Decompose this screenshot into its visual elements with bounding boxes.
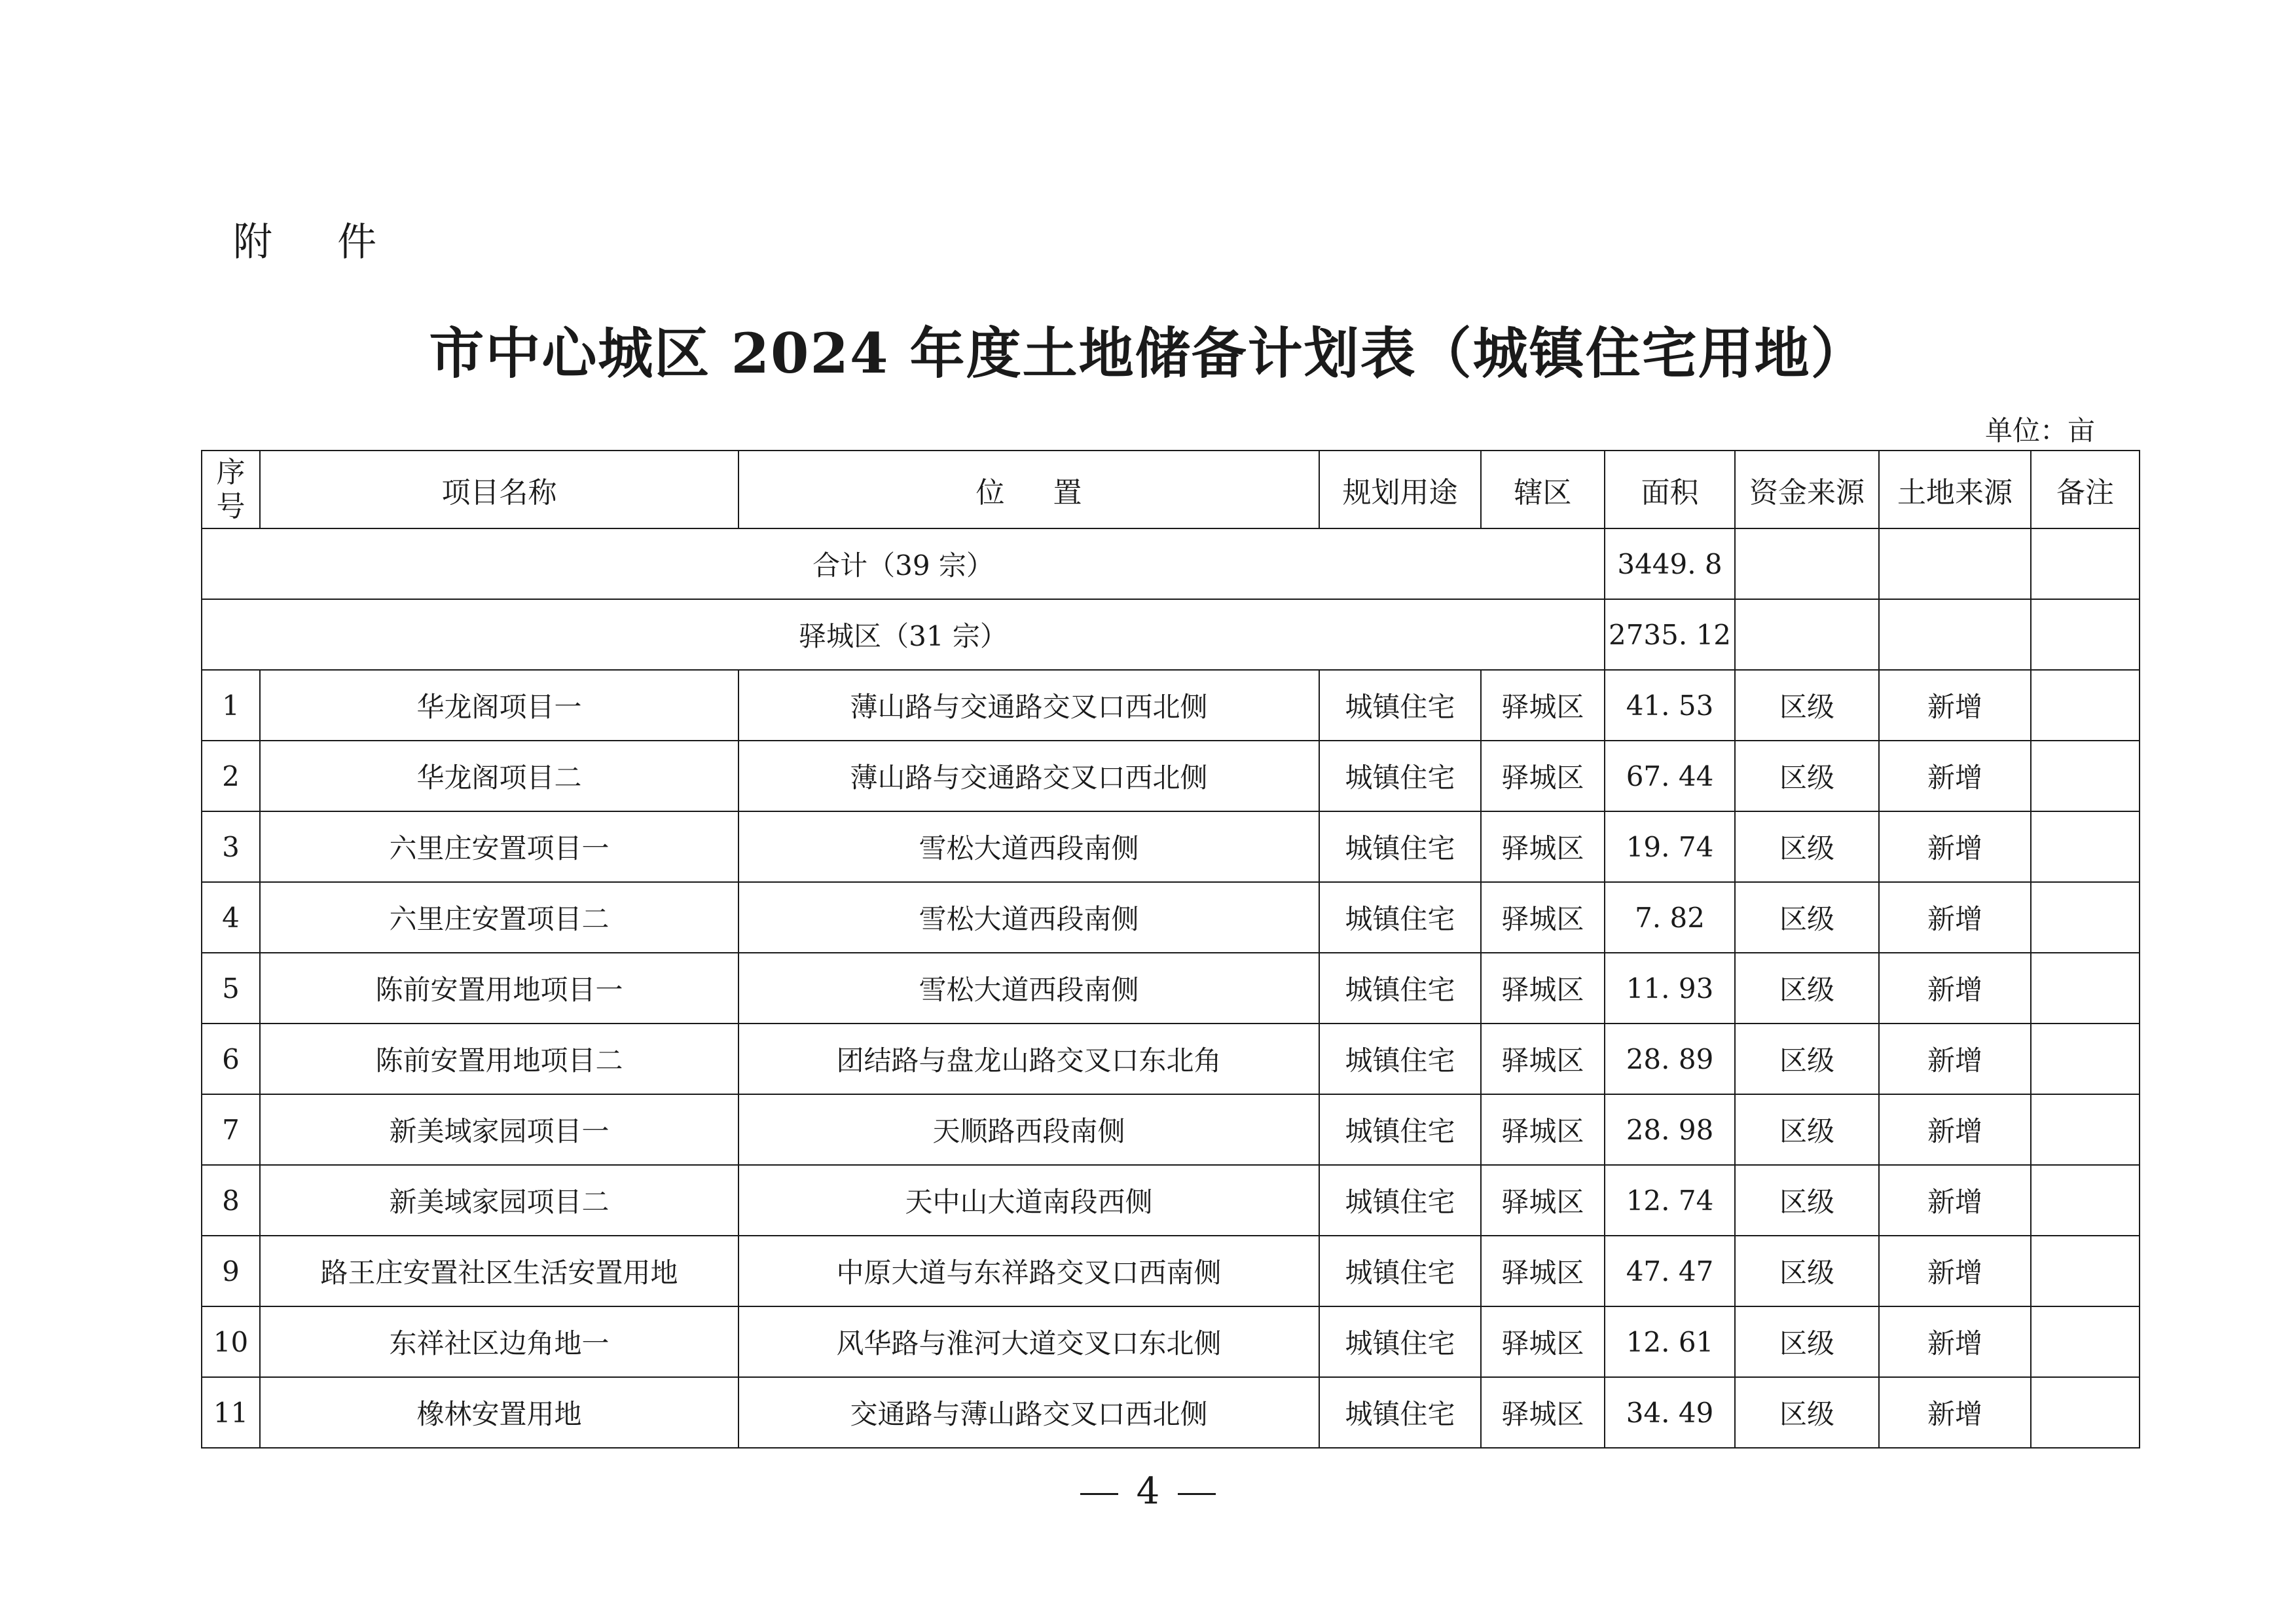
cell-district: 驿城区	[1481, 1236, 1605, 1306]
cell-seq: 8	[202, 1165, 260, 1236]
cell-fund-source: 区级	[1735, 1024, 1879, 1094]
table-row	[202, 741, 2140, 811]
cell-remarks	[2031, 1165, 2140, 1236]
table-row	[202, 1377, 2140, 1448]
cell-land-source: 新增	[1879, 741, 2031, 811]
table-row	[202, 1094, 2140, 1165]
cell-seq: 6	[202, 1024, 260, 1094]
cell-seq: 11	[202, 1377, 260, 1448]
cell-location: 天顺路西段南侧	[738, 1094, 1319, 1165]
cell-area: 28. 89	[1605, 1024, 1735, 1094]
cell-fund-source: 区级	[1735, 1094, 1879, 1165]
subtotal-land-source	[1879, 599, 2031, 670]
cell-area: 41. 53	[1605, 670, 1735, 741]
table-row	[202, 1306, 2140, 1377]
cell-usage: 城镇住宅	[1319, 1377, 1481, 1448]
cell-name: 橡林安置用地	[260, 1377, 738, 1448]
header-area: 面积	[1605, 451, 1735, 528]
cell-district: 驿城区	[1481, 1024, 1605, 1094]
header-location-label: 位 置	[975, 475, 1082, 509]
cell-name: 陈前安置用地项目一	[260, 953, 738, 1024]
cell-remarks	[2031, 882, 2140, 953]
cell-seq: 5	[202, 953, 260, 1024]
header-seq-label: 序号	[216, 455, 246, 523]
cell-area: 28. 98	[1605, 1094, 1735, 1165]
cell-fund-source: 区级	[1735, 670, 1879, 741]
cell-district: 驿城区	[1481, 811, 1605, 882]
cell-land-source: 新增	[1879, 1165, 2031, 1236]
cell-seq: 7	[202, 1094, 260, 1165]
cell-land-source: 新增	[1879, 882, 2031, 953]
cell-location: 雪松大道西段南侧	[738, 811, 1319, 882]
cell-seq: 2	[202, 741, 260, 811]
cell-remarks	[2031, 670, 2140, 741]
page-number: 4	[1136, 1470, 1160, 1513]
cell-usage: 城镇住宅	[1319, 1094, 1481, 1165]
cell-usage: 城镇住宅	[1319, 1306, 1481, 1377]
cell-usage: 城镇住宅	[1319, 741, 1481, 811]
cell-seq: 9	[202, 1236, 260, 1306]
header-location	[738, 451, 1319, 528]
cell-area: 12. 61	[1605, 1306, 1735, 1377]
cell-location: 薄山路与交通路交叉口西北侧	[738, 741, 1319, 811]
cell-land-source: 新增	[1879, 953, 2031, 1024]
cell-location: 团结路与盘龙山路交叉口东北角	[738, 1024, 1319, 1094]
cell-fund-source: 区级	[1735, 741, 1879, 811]
table-body	[202, 451, 2140, 1448]
total-land-source	[1879, 528, 2031, 599]
cell-district: 驿城区	[1481, 741, 1605, 811]
total-row	[202, 528, 2140, 599]
attachment-label: 附 件	[233, 219, 403, 265]
footer-dash-left	[1080, 1493, 1118, 1495]
cell-remarks	[2031, 1094, 2140, 1165]
table-row	[202, 670, 2140, 741]
cell-fund-source: 区级	[1735, 1236, 1879, 1306]
cell-name: 六里庄安置项目二	[260, 882, 738, 953]
total-remarks	[2031, 528, 2140, 599]
header-usage: 规划用途	[1319, 451, 1481, 528]
cell-usage: 城镇住宅	[1319, 670, 1481, 741]
cell-remarks	[2031, 1377, 2140, 1448]
cell-land-source: 新增	[1879, 670, 2031, 741]
cell-name: 华龙阁项目二	[260, 741, 738, 811]
cell-seq: 10	[202, 1306, 260, 1377]
cell-seq: 3	[202, 811, 260, 882]
cell-name: 路王庄安置社区生活安置用地	[260, 1236, 738, 1306]
cell-name: 新美域家园项目一	[260, 1094, 738, 1165]
cell-name: 六里庄安置项目一	[260, 811, 738, 882]
table-row	[202, 1024, 2140, 1094]
cell-usage: 城镇住宅	[1319, 1024, 1481, 1094]
cell-land-source: 新增	[1879, 1306, 2031, 1377]
cell-district: 驿城区	[1481, 1377, 1605, 1448]
cell-remarks	[2031, 811, 2140, 882]
cell-land-source: 新增	[1879, 1094, 2031, 1165]
page-footer	[0, 1466, 2296, 1518]
header-land-source: 土地来源	[1879, 451, 2031, 528]
cell-fund-source: 区级	[1735, 1306, 1879, 1377]
cell-seq: 1	[202, 670, 260, 741]
cell-name: 华龙阁项目一	[260, 670, 738, 741]
cell-fund-source: 区级	[1735, 1377, 1879, 1448]
total-fund-source	[1735, 528, 1879, 599]
table-header-row	[202, 451, 2140, 528]
cell-district: 驿城区	[1481, 670, 1605, 741]
cell-land-source: 新增	[1879, 1377, 2031, 1448]
cell-usage: 城镇住宅	[1319, 1236, 1481, 1306]
cell-remarks	[2031, 1024, 2140, 1094]
footer-dash-right	[1178, 1493, 1216, 1495]
subtotal-row	[202, 599, 2140, 670]
cell-district: 驿城区	[1481, 882, 1605, 953]
land-reserve-table	[201, 450, 2140, 1449]
subtotal-label: 驿城区（31 宗）	[202, 599, 1605, 670]
cell-location: 雪松大道西段南侧	[738, 882, 1319, 953]
cell-land-source: 新增	[1879, 1236, 2031, 1306]
cell-location: 交通路与薄山路交叉口西北侧	[738, 1377, 1319, 1448]
table-row	[202, 882, 2140, 953]
cell-fund-source: 区级	[1735, 953, 1879, 1024]
cell-area: 7. 82	[1605, 882, 1735, 953]
table-row	[202, 1165, 2140, 1236]
cell-remarks	[2031, 1236, 2140, 1306]
cell-remarks	[2031, 953, 2140, 1024]
header-district: 辖区	[1481, 451, 1605, 528]
subtotal-remarks	[2031, 599, 2140, 670]
cell-location: 薄山路与交通路交叉口西北侧	[738, 670, 1319, 741]
header-fund-source: 资金来源	[1735, 451, 1879, 528]
cell-location: 雪松大道西段南侧	[738, 953, 1319, 1024]
cell-name: 陈前安置用地项目二	[260, 1024, 738, 1094]
cell-district: 驿城区	[1481, 1306, 1605, 1377]
cell-name: 东祥社区边角地一	[260, 1306, 738, 1377]
cell-location: 风华路与淮河大道交叉口东北侧	[738, 1306, 1319, 1377]
cell-area: 67. 44	[1605, 741, 1735, 811]
document-title: 市中心城区 2024 年度土地储备计划表（城镇住宅用地）	[429, 321, 1867, 386]
cell-district: 驿城区	[1481, 1165, 1605, 1236]
header-remarks: 备注	[2031, 451, 2140, 528]
cell-land-source: 新增	[1879, 811, 2031, 882]
header-seq	[202, 451, 260, 528]
unit-label: 单位：亩	[1984, 415, 2095, 447]
total-label: 合计（39 宗）	[202, 528, 1605, 599]
cell-location: 中原大道与东祥路交叉口西南侧	[738, 1236, 1319, 1306]
cell-area: 11. 93	[1605, 953, 1735, 1024]
cell-usage: 城镇住宅	[1319, 882, 1481, 953]
table-row	[202, 811, 2140, 882]
cell-usage: 城镇住宅	[1319, 811, 1481, 882]
cell-remarks	[2031, 741, 2140, 811]
cell-fund-source: 区级	[1735, 882, 1879, 953]
cell-fund-source: 区级	[1735, 1165, 1879, 1236]
cell-fund-source: 区级	[1735, 811, 1879, 882]
table-row	[202, 1236, 2140, 1306]
cell-area: 12. 74	[1605, 1165, 1735, 1236]
cell-location: 天中山大道南段西侧	[738, 1165, 1319, 1236]
subtotal-fund-source	[1735, 599, 1879, 670]
header-name: 项目名称	[260, 451, 738, 528]
cell-seq: 4	[202, 882, 260, 953]
cell-land-source: 新增	[1879, 1024, 2031, 1094]
cell-usage: 城镇住宅	[1319, 1165, 1481, 1236]
table-row	[202, 953, 2140, 1024]
cell-area: 47. 47	[1605, 1236, 1735, 1306]
cell-remarks	[2031, 1306, 2140, 1377]
cell-name: 新美域家园项目二	[260, 1165, 738, 1236]
cell-area: 19. 74	[1605, 811, 1735, 882]
cell-usage: 城镇住宅	[1319, 953, 1481, 1024]
subtotal-area: 2735. 12	[1605, 599, 1735, 670]
cell-area: 34. 49	[1605, 1377, 1735, 1448]
cell-district: 驿城区	[1481, 1094, 1605, 1165]
cell-district: 驿城区	[1481, 953, 1605, 1024]
total-area: 3449. 8	[1605, 528, 1735, 599]
